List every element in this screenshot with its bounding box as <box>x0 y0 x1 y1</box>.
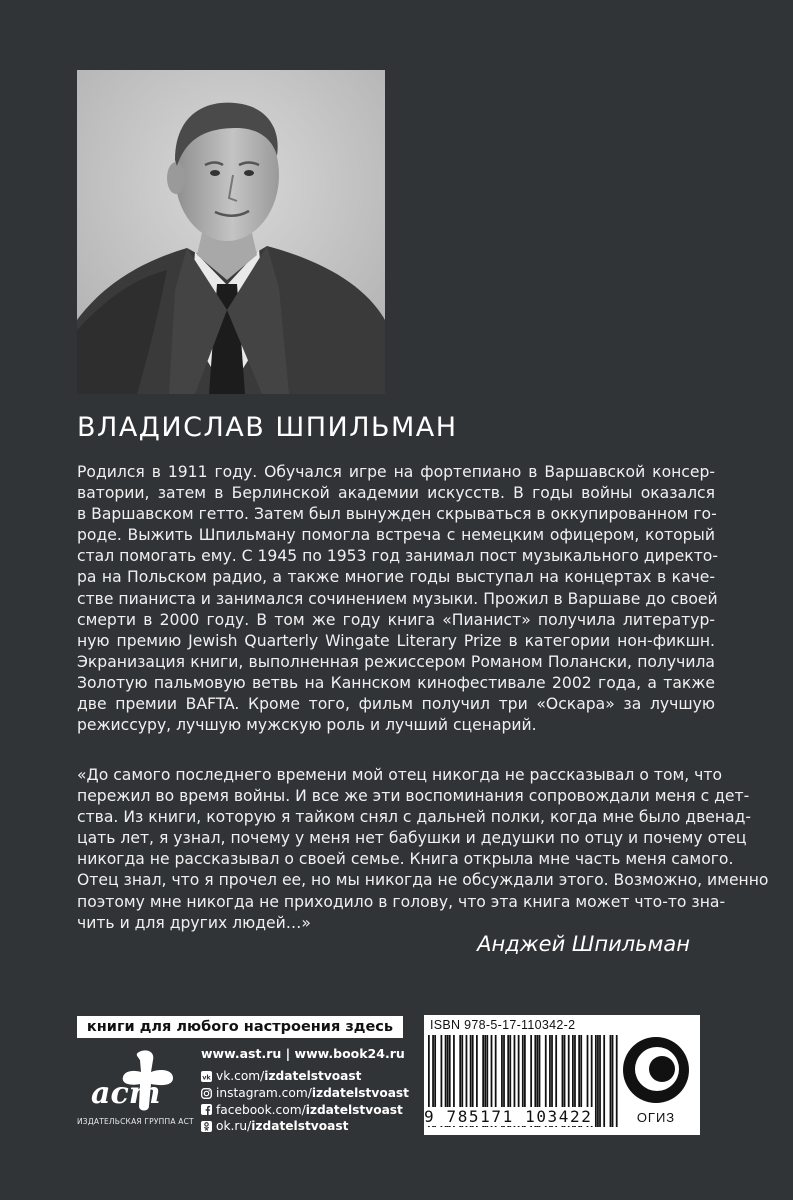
barcode-stripe <box>599 1035 601 1127</box>
bio-line: роде. Выжить Шпильману помогла встреча с немецким офицером, который <box>77 526 715 545</box>
barcode-panel <box>424 1015 700 1135</box>
social-handle: izdatelstvoast <box>264 1069 362 1083</box>
social-links <box>201 1068 409 1135</box>
social-link-facebook[interactable] <box>201 1102 409 1119</box>
bio-line: Экранизация книги, выполненная режиссером Романом Полански, получила <box>77 652 715 671</box>
logo-text: аст <box>91 1076 161 1111</box>
social-prefix: ok.ru/ <box>216 1119 252 1134</box>
quote-line: цать лет, я узнал, почему у меня нет бабушки и дедушки по отцу и почему отец <box>77 829 747 848</box>
quote-line: никогда не рассказывал о своей семье. Книга открыла мне часть меня самого. <box>77 850 734 869</box>
social-link-instagram[interactable] <box>201 1085 409 1102</box>
vk-icon <box>201 1071 212 1082</box>
bio-line: режиссуру, лучшую мужскую роль и лучший сценарий. <box>77 716 537 735</box>
social-handle: izdatelstvoast <box>251 1119 349 1134</box>
social-handle: izdatelstvoast <box>311 1085 410 1100</box>
quote-signature: Анджей Шпильман <box>477 932 690 956</box>
barcode-number: 9 785171 103422 <box>424 1107 593 1126</box>
quote-line: поэтому мне никогда не приходило в голову, что эта книга может что-то зна- <box>77 892 726 911</box>
publisher-group-name: ИЗДАТЕЛЬСКАЯ ГРУППА АСТ <box>77 1117 194 1126</box>
barcode-stripe <box>597 1035 599 1127</box>
isbn-label: ISBN 978-5-17-110342-2 <box>430 1018 576 1032</box>
social-prefix: vk.com/ <box>216 1069 265 1083</box>
publisher-websites[interactable]: www.ast.ru | www.book24.ru <box>201 1046 405 1061</box>
quote-line: чить и для других людей…» <box>77 913 311 932</box>
social-handle: izdatelstvoast <box>305 1102 403 1117</box>
bio-line: смерти в 2000 году. В том же году книга «Пианист» получила литератур- <box>77 610 715 629</box>
barcode-stripe <box>595 1035 597 1127</box>
social-prefix: instagram.com/ <box>216 1085 312 1100</box>
quote-line: ства. Из книги, которую я тайком снял с дальней полки, когда мне было двенад- <box>77 808 752 827</box>
bio-line: стве пианиста и занимался сочинением музыки. Прожил в Варшаве до своей <box>77 589 718 608</box>
bio-line: стал помогать ему. С 1945 по 1953 год занимал пост музыкального директо- <box>77 547 718 566</box>
barcode-stripe <box>616 1035 618 1127</box>
quote-line: пережил во время войны. И все же эти воспоминания сопровождали меня с дет- <box>77 787 750 806</box>
quote-line: Отец знал, что я прочел ее, но мы никогда не обсуждали этого. Возможно, именно <box>77 871 769 890</box>
social-prefix: facebook.com/ <box>216 1102 306 1117</box>
instagram-icon <box>201 1088 212 1099</box>
svg-text:vk: vk <box>202 1073 211 1082</box>
author-name: ВЛАДИСЛАВ ШПИЛЬМАН <box>77 412 458 443</box>
facebook-icon <box>201 1104 212 1115</box>
barcode-stripe <box>603 1035 605 1127</box>
bio-line: ную премию Jewish Quarterly Wingate Literary Prize в категории нон-фикшн. <box>77 631 715 650</box>
bio-line: ватории, затем в Берлинской академии искусств. В годы войны оказался <box>77 484 715 503</box>
social-link-vk[interactable] <box>201 1068 409 1085</box>
author-biography <box>77 462 718 736</box>
social-link-odnoklassniki[interactable] <box>201 1118 409 1135</box>
odnoklassniki-icon <box>201 1121 212 1132</box>
bio-line: Родился в 1911 году. Обучался игре на фортепиано в Варшавской консер- <box>77 463 715 481</box>
author-photo <box>77 70 385 394</box>
bio-line: в Варшавском гетто. Затем был вынужден скрываться в оккупированном го- <box>77 505 717 524</box>
quote-line: «До самого последнего времени мой отец никогда не рассказывал о том, что <box>77 766 722 784</box>
portrait-illustration <box>77 70 385 394</box>
bio-line: две премии BAFTA. Кроме того, фильм получил три «Оскара» за лучшую <box>77 695 715 714</box>
bio-line: ра на Польском радио, а также многие годы выступал на концертах в каче- <box>77 568 715 587</box>
barcode-stripe <box>612 1035 614 1127</box>
son-quote <box>77 765 769 934</box>
publisher-tagline: книги для любого настроения здесь <box>77 1016 403 1038</box>
bio-line: Золотую пальмовую ветвь на Каннском кинофестивале 2002 года, а также <box>77 673 715 692</box>
imprint-label: ОГИЗ <box>636 1110 676 1125</box>
barcode-stripe <box>610 1035 612 1127</box>
